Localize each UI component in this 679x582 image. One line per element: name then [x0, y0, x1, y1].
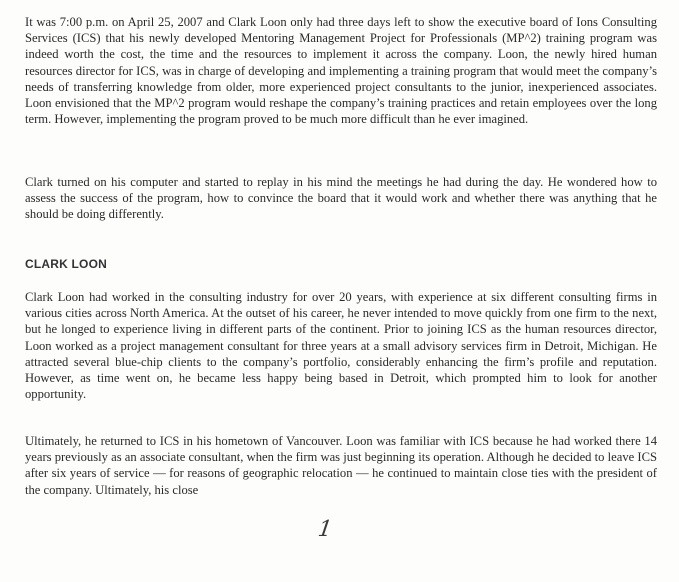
section-heading: CLARK LOON [25, 257, 107, 271]
handwritten-page-number: 1 [316, 517, 334, 542]
section-paragraph-career: Clark Loon had worked in the consulting industry for over 20 years, with experience at six different consulting firms in various cities across North America. At the outset of his career, he never intended to move quickly from one firm to the next, but he longed to experience living in different parts of the continent. Prior to joining ICS as the human resources director, Loon worked as a project management consultant for three years at a small advisory services firm in Detroit, Michigan. He attracted several blue-chip clients to the company’s portfolio, considerably enhancing the firm’s profile and reputation. However, as time went on, he became less happy being based in Detroit, which prompted him to look for another opportunity. [25, 290, 657, 402]
section-paragraph-return: Ultimately, he returned to ICS in his hometown of Vancouver. Loon was familiar with ICS because he had worked there 14 years previously as an associate consultant, when the firm was just beginning its operation. Although he decided to leave ICS after six years of service — for reasons of geographic relocation — he continued to maintain close ties with the president of the company. Ultimately, his close [25, 434, 657, 497]
intro-paragraph: It was 7:00 p.m. on April 25, 2007 and Clark Loon only had three days left to show the executive board of Ions Consulting Services (ICS) that his newly developed Mentoring Management Project for Professionals (MP^2) training program was indeed worth the cost, the time and the resources to implement it across the company. Loon, the newly hired human resources director for ICS, was in charge of developing and implementing a training program that would meet the company’s needs of transferring knowledge from older, more experienced project consultants to the junior, inexperienced associates. Loon envisioned that the MP^2 program would reshape the company’s training practices and retain employees over the long term. However, implementing the program proved to be much more difficult than he ever imagined. [25, 15, 657, 127]
second-paragraph: Clark turned on his computer and started to replay in his mind the meetings he had during the day. He wondered how to assess the success of the program, how to convince the board that it would work and whether there was anything that he should be doing differently. [25, 175, 657, 222]
